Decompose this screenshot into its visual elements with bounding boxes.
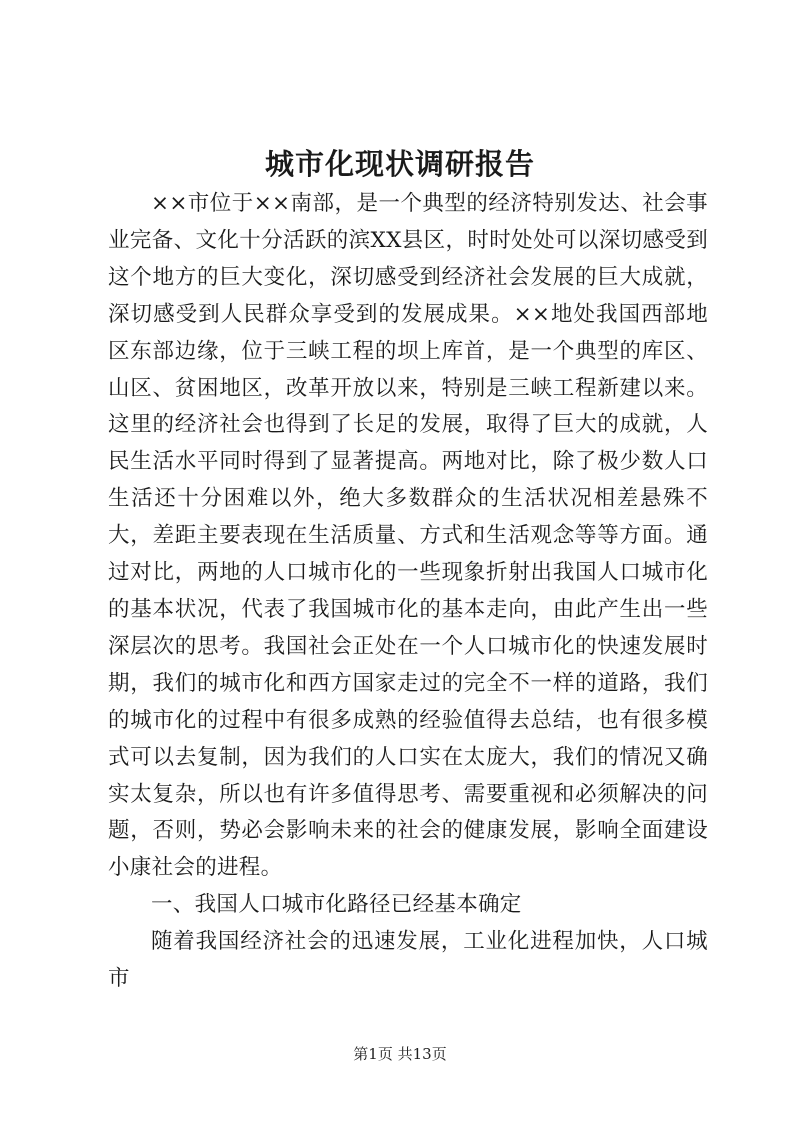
page-number-footer: 第1页 共13页: [353, 1045, 447, 1063]
section-heading-1: 一、我国人口城市化路径已经基本确定: [151, 892, 522, 918]
paragraph-intro: ××市位于××南部，是一个典型的经济特别发达、社会事业完备、文化十分活跃的滨XX县区，时时处处可以深切感受到这个地方的巨大变化，深切感受到经济社会发展的巨大成就，深切感受到人民群众享受到的发展成果。××地处我国西部地区东部边缘，位于三峡工程的坝上库首，是一个典型的库区、山区、贫困地区，改革开放以来，特别是三峡工程新建以来。这里的经济社会也得到了长足的发展，取得了巨大的成就，人民生活水平同时得到了显著提高。两地对比，除了极少数人口生活还十分困难以外，绝大多数群众的生活状况相差悬殊不大，差距主要表现在生活质量、方式和生活观念等等方面。通过对比，两地的人口城市化的一些现象折射出我国人口城市化的基本状况，代表了我国城市化的基本走向，由此产生出一些深层次的思考。我国社会正处在一个人口城市化的快速发展时期，我们的城市化和西方国家走过的完全不一样的道路，我们的城市化的过程中有很多成熟的经验值得去总结，也有很多模式可以去复制，因为我们的人口实在太庞大，我们的情况又确实太复杂，所以也有许多值得思考、需要重视和必须解决的问题，否则，势必会影响未来的社会的健康发展，影响全面建设小康社会的进程。: [108, 191, 708, 881]
paragraph-section-1: 随着我国经济社会的迅速发展，工业化进程加快，人口城市: [108, 929, 708, 992]
document-body: [108, 186, 708, 998]
document-title: 城市化现状调研报告: [264, 147, 535, 181]
